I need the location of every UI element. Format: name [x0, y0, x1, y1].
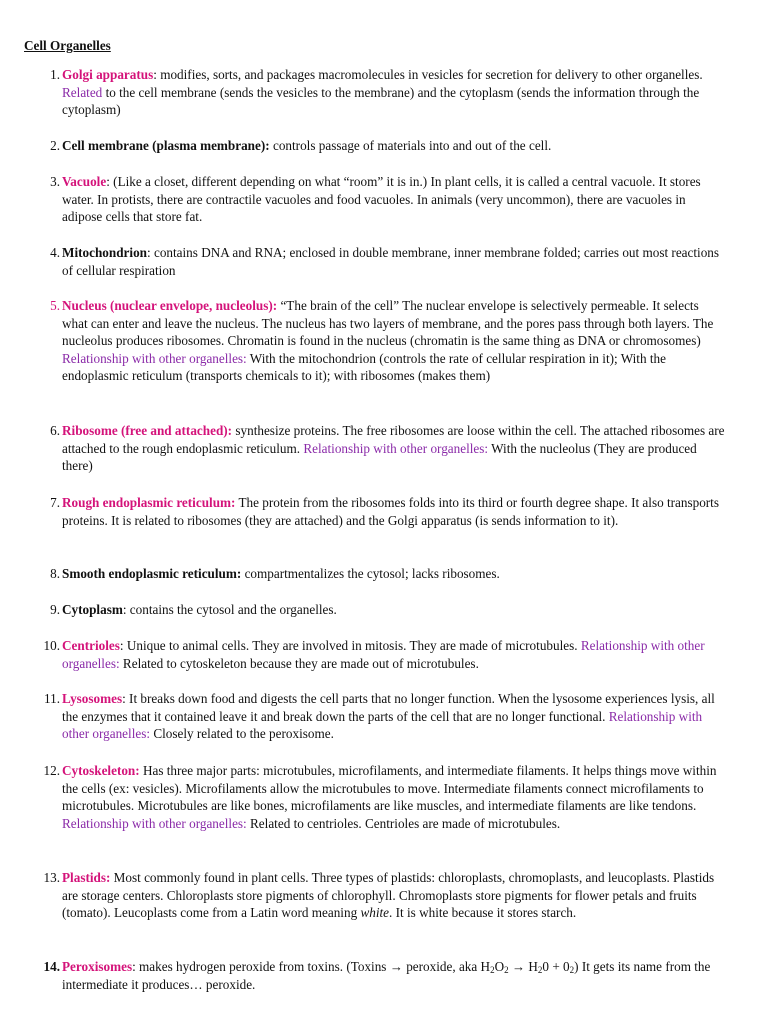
description: compartmentalizes the cytosol; lacks ribosomes.: [244, 566, 500, 581]
description: controls passage of materials into and out of the cell.: [272, 138, 552, 153]
term: Mitochondrion: [62, 245, 147, 260]
description: Has three major parts: microtubules, microfilaments, and intermediate filaments. It helps things move within the cells (ex: vesicles). Microfilaments allow the microtubules to move. Intermediate filaments connect microfilaments to microtubules. Microtubules are like bones, microfilaments are like muscles, and intermediate filaments are like tendons.: [62, 763, 717, 814]
description: : It breaks down food and digests the cell parts that no longer function. When the lysosome experiences lysis, all the enzymes that it contained leave it and break down the parts of the cell that are no longer functional.: [62, 691, 715, 724]
term: Centrioles: [62, 638, 120, 653]
list-item-nucleus: [22, 297, 727, 385]
description: : contains the cytosol and the organelles.: [122, 602, 337, 617]
term: Golgi apparatus: [62, 67, 154, 82]
list-item-cytoskeleton: [22, 762, 727, 832]
list-item-plastids: [22, 869, 727, 922]
description: The protein from the ribosomes folds into its third or fourth degree shape. It also transports proteins. It is related to ribosomes (they are attached) and the Golgi apparatus (is sends information to it).: [62, 495, 719, 528]
item-number: 11.: [44, 691, 60, 706]
description: : makes hydrogen peroxide from toxins. (Toxins → peroxide, aka H: [132, 959, 491, 974]
term: Cytoskeleton:: [62, 763, 140, 778]
description: Most commonly found in plant cells. Three types of plastids: chloroplasts, chromoplasts, and leucoplasts. Plastids are storage centers. Chloroplasts store pigments of chlorophyll. Chromoplasts store pigments for flower petals and fruits (tomato). Leucoplasts come from a Latin word meaning: [62, 870, 715, 921]
relationship-label: Relationship with other organelles:: [62, 350, 247, 366]
item-number: 3.: [50, 174, 60, 189]
term: Cell membrane (plasma membrane):: [62, 138, 270, 153]
item-number: 4.: [50, 245, 60, 260]
item-number: 2.: [50, 138, 60, 153]
relationship-label: Relationship with other organelles:: [303, 440, 489, 456]
description: → H: [508, 959, 538, 974]
list-item-centrioles: [22, 637, 727, 672]
relationship-text: With the nucleolus (They are produced there): [62, 440, 697, 474]
list-item-smooth-er: [22, 565, 727, 583]
term: Lysosomes: [62, 691, 123, 706]
item-number: 14.: [43, 959, 60, 974]
list-item-vacuole: [22, 173, 727, 226]
list-item-rough-er: [22, 494, 727, 529]
term: Plastids:: [62, 870, 111, 885]
description: : (Like a closet, different depending on what “room” it is in.) In plant cells, it is called a central vacuole. It stores water. In protists, there are contractile vacuoles and food vacuoles. In animals (very uncommon), there are vacuoles in adipose cells that store fat.: [62, 174, 701, 225]
subscript: 2: [537, 965, 543, 975]
description-tail: . It is white because it stores starch.: [389, 905, 577, 921]
description: : contains DNA and RNA; enclosed in double membrane, inner membrane folded; carries out most reactions of cellular respiration: [62, 245, 720, 278]
relationship-label: Relationship with other organelles:: [62, 708, 703, 742]
list-item-cell-membrane: [22, 137, 727, 155]
relationship-text: With the mitochondrion (controls the rate of cellular respiration in it); With the endoplasmic reticulum (transports chemicals to it); with ribosomes (makes them): [62, 350, 666, 384]
relationship-text: Related to centrioles. Centrioles are made of microtubules.: [250, 815, 561, 831]
subscript: 2: [490, 965, 495, 975]
relationship-text: to the cell membrane (sends the vesicles to the membrane) and the cytoplasm (sends the information through the cytoplasm): [62, 84, 700, 118]
item-number: 12.: [43, 763, 60, 778]
description: “The brain of the cell” The nuclear envelope is selectively permeable. It selects what can enter and leave the nucleus. The nucleus has two layers of membrane, and the pores pass through both layers. The nucleolus produces ribosomes. Chromatin is found in the nucleus (chromatin is the same thing as DNA or chromosomes): [62, 298, 714, 349]
description: ) It gets its name from the intermediate it produces… peroxide.: [62, 959, 711, 992]
list-item-lysosomes: [22, 690, 727, 743]
list-item-ribosome: [22, 422, 727, 475]
description: O: [494, 959, 505, 974]
list-item-peroxisomes: [22, 958, 727, 993]
term: Peroxisomes: [62, 959, 133, 974]
item-number: 6.: [50, 423, 60, 438]
relationship-text: Related to cytoskeleton because they are made out of microtubules.: [122, 655, 479, 671]
subscript: 2: [569, 965, 575, 975]
item-number: 10.: [43, 638, 60, 653]
item-number: 1.: [50, 67, 60, 82]
relationship-text: Closely related to the peroxisome.: [153, 726, 334, 742]
term: Smooth endoplasmic reticulum:: [62, 566, 242, 581]
term: Vacuole: [62, 174, 107, 189]
subscript: 2: [504, 965, 509, 975]
description: : modifies, sorts, and packages macromolecules in vesicles for secretion for delivery to other organelles.: [153, 67, 703, 82]
description: synthesize proteins. The free ribosomes are loose within the cell. The attached ribosomes are attached to the rough endoplasmic reticulum.: [62, 423, 725, 456]
relationship-label: Relationship with other organelles:: [62, 638, 705, 671]
relationship-label: Related: [62, 84, 103, 100]
list-item-mitochondrion: [22, 244, 727, 279]
term: Rough endoplasmic reticulum:: [62, 495, 236, 510]
item-number: 8.: [50, 566, 60, 581]
relationship-label: Relationship with other organelles:: [62, 815, 247, 831]
page-title: Cell Organelles: [24, 38, 111, 53]
item-number: 13.: [43, 870, 60, 885]
list-item-cytoplasm: [22, 601, 727, 619]
description: 0 + 0: [542, 959, 570, 974]
description: : Unique to animal cells. They are involved in mitosis. They are made of microtubules.: [119, 638, 578, 653]
italic-word: white: [360, 905, 390, 921]
item-number: 9.: [50, 602, 60, 617]
item-number: 7.: [50, 495, 60, 510]
term: Nucleus (nuclear envelope, nucleolus):: [62, 298, 278, 313]
term: Ribosome (free and attached):: [62, 423, 233, 438]
term: Cytoplasm: [62, 602, 123, 617]
list-item-golgi: [22, 66, 727, 119]
item-number: 5.: [50, 298, 60, 313]
